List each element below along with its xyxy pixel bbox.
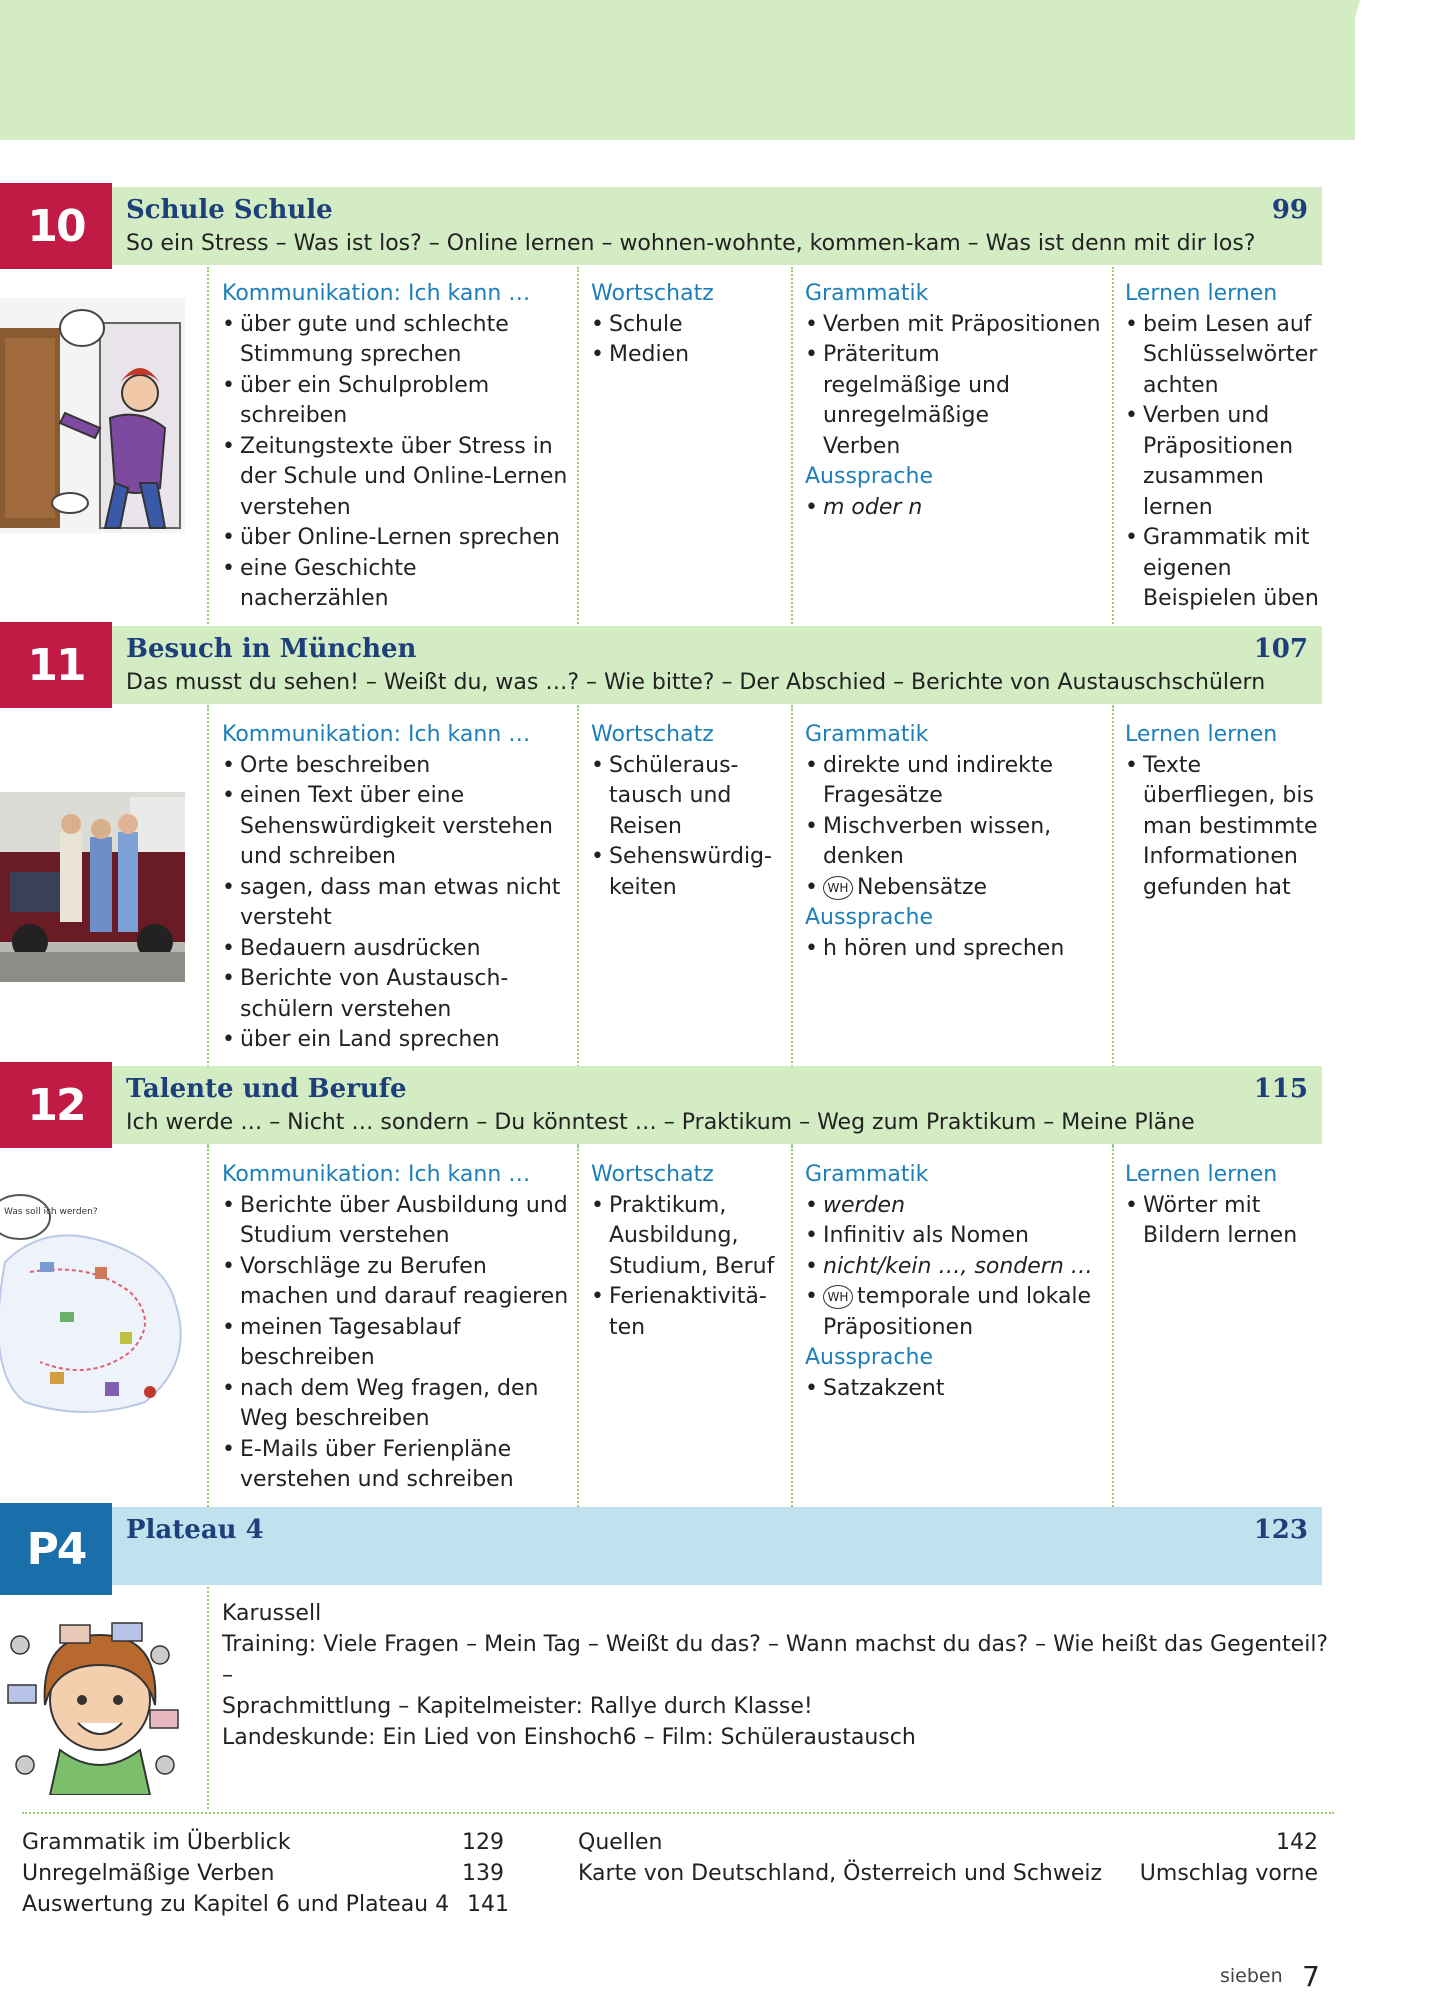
unit-page: 115 [1253, 1074, 1308, 1104]
aussprache-heading: Aussprache [805, 1345, 933, 1370]
index-entry [578, 1858, 1318, 1889]
index-entry-page: 129 [462, 1830, 504, 1855]
unit-page: 99 [1271, 195, 1308, 225]
list-item: • direkte und indirekte Fragesätze [805, 751, 1110, 812]
plateau-line: Karussell [222, 1601, 322, 1626]
list-item: • Orte beschreiben [222, 751, 572, 782]
list-item: • beim Lesen auf Schlüsselwörter achten [1125, 310, 1325, 402]
grammatik-column [805, 279, 1110, 523]
wortschatz-column [591, 279, 786, 371]
kommunikation-heading: Kommunikation: Ich kann … [222, 281, 531, 306]
column-divider [1112, 1146, 1114, 1566]
footer-left-index [22, 1827, 509, 1920]
lernen-column [1125, 1160, 1325, 1252]
wortschatz-column [591, 1160, 786, 1343]
plateau-number: P4 [0, 1503, 112, 1595]
index-entry-label: Auswertung zu Kapitel 6 und Plateau 4 [22, 1892, 450, 1917]
index-entry-page: 139 [462, 1861, 504, 1886]
unit-header [112, 626, 1322, 704]
list-item: • Schüleraus-tausch und Reisen [591, 751, 759, 843]
grammatik-heading: Grammatik [805, 722, 929, 747]
column-divider [577, 1146, 579, 1566]
wiederholung-badge-icon: WH [823, 1285, 853, 1309]
list-item: • Verben mit Präpositionen [805, 310, 1110, 341]
list-item: • über ein Land sprechen [222, 1025, 572, 1056]
lernen-heading: Lernen lernen [1125, 722, 1278, 747]
list-item: • Vorschläge zu Berufen machen und darauf reagieren [222, 1252, 582, 1313]
list-item: • Ferienaktivitä-ten [591, 1282, 789, 1343]
index-entry-page: Umschlag vorne [1139, 1861, 1318, 1886]
unit-title: Talente und Berufe [126, 1074, 407, 1104]
list-item: • Präteritum regelmäßige und unregelmäßige Verben [805, 340, 1043, 462]
page-number-word: sieben [1220, 1965, 1283, 1987]
wortschatz-heading: Wortschatz [591, 722, 714, 747]
grammatik-column [805, 720, 1110, 964]
list-item: • nicht/kein …, sondern … [805, 1252, 1110, 1283]
unit-number: 12 [0, 1062, 112, 1148]
girl-coins-illustration [0, 1615, 185, 1795]
list-item: • eine Geschichte nacherzählen [222, 554, 572, 615]
list-item: • Medien [591, 340, 786, 371]
list-item: • sagen, dass man etwas nicht versteht [222, 873, 572, 934]
grammatik-column [805, 1160, 1110, 1404]
index-entry-label: Unregelmäßige Verben [22, 1861, 275, 1886]
list-item: • Wörter mit Bildern lernen [1125, 1191, 1318, 1252]
wortschatz-column [591, 720, 786, 903]
unit-subtitle: Ich werde … – Nicht … sondern – Du könntest … – Praktikum – Weg zum Praktikum – Meine Pläne [126, 1110, 1195, 1135]
speech-bubble-text: Was soll ich werden? [4, 1207, 98, 1217]
index-entry [22, 1827, 502, 1858]
unit-header [112, 1066, 1322, 1144]
plateau-header [112, 1507, 1322, 1585]
kommunikation-column [222, 720, 572, 1056]
column-divider [207, 1146, 209, 1566]
aussprache-heading: Aussprache [805, 464, 933, 489]
list-item: • m oder n [805, 493, 1110, 524]
list-item: • Satzakzent [805, 1374, 1110, 1405]
lernen-heading: Lernen lernen [1125, 281, 1278, 306]
list-item: • nach dem Weg fragen, den Weg beschreiben [222, 1374, 582, 1435]
list-item: • einen Text über eine Sehenswürdigkeit verstehen und schreiben [222, 781, 572, 873]
list-item: • Berichte über Ausbildung und Studium verstehen [222, 1191, 582, 1252]
list-item: • E-Mails über Ferienpläne verstehen und schreiben [222, 1435, 560, 1496]
list-item: • Verben und Präpositionen zusammen lernen [1125, 401, 1293, 523]
index-entry [22, 1889, 509, 1920]
column-divider [791, 1146, 793, 1566]
kommunikation-heading: Kommunikation: Ich kann … [222, 722, 531, 747]
kommunikation-column [222, 1160, 582, 1496]
list-item [805, 873, 1110, 904]
index-entry-label: Grammatik im Überblick [22, 1830, 291, 1855]
plateau-content [222, 1598, 1332, 1753]
footer-right-index [578, 1827, 1318, 1889]
unit-title: Schule Schule [126, 195, 333, 225]
list-item: • Schule [591, 310, 786, 341]
list-item: • über Online-Lernen sprechen [222, 523, 572, 554]
list-item: • Texte überfliegen, bis man bestimmte Informationen gefunden hat [1125, 751, 1318, 904]
grammatik-heading: Grammatik [805, 1162, 929, 1187]
kommunikation-column [222, 279, 572, 615]
index-entry [578, 1827, 1318, 1858]
list-item: • Praktikum, Ausbildung, Studium, Beruf [591, 1191, 799, 1283]
list-item: • Bedauern ausdrücken [222, 934, 572, 965]
plateau-line: Landeskunde: Ein Lied von Einshoch6 – Film: Schüleraustausch [222, 1725, 916, 1750]
grammatik-heading: Grammatik [805, 281, 929, 306]
list-item: • Berichte von Austausch-schülern verstehen [222, 964, 530, 1025]
index-entry-label: Quellen [578, 1830, 663, 1855]
unit-subtitle: Das musst du sehen! – Weißt du, was …? – Wie bitte? – Der Abschied – Berichte von Austauschschülern [126, 670, 1266, 695]
index-entry-page: 142 [1276, 1830, 1318, 1855]
unit-number: 10 [0, 183, 112, 269]
unit-subtitle: So ein Stress – Was ist los? – Online lernen – wohnen-wohnte, kommen-kam – Was ist denn mit dir los? [126, 231, 1256, 256]
list-item-text: temporale und lokale Präpositionen [823, 1284, 1092, 1340]
list-item: • werden [805, 1191, 1110, 1222]
index-entry-page: 141 [467, 1892, 509, 1917]
list-item [805, 1282, 1110, 1343]
girl-door-illustration [0, 298, 185, 533]
index-entry-label: Karte von Deutschland, Österreich und Schweiz [578, 1861, 1103, 1886]
top-band-edge [1320, 0, 1360, 140]
list-item: • Mischverben wissen, denken [805, 812, 1073, 873]
list-item-text: Nebensätze [857, 874, 988, 900]
list-item: • über ein Schulproblem schreiben [222, 371, 572, 432]
plateau-line: Training: Viele Fragen – Mein Tag – Weißt du das? – Wann machst du das? – Wie heißt das Gegenteil? – [222, 1632, 1329, 1688]
unit-title: Besuch in München [126, 634, 417, 664]
footer-divider [22, 1812, 1334, 1814]
list-item: • meinen Tagesablauf beschreiben [222, 1313, 540, 1374]
unit-number: 11 [0, 622, 112, 708]
career-path-map-illustration [0, 1192, 185, 1432]
students-car-photo [0, 792, 185, 982]
lernen-column [1125, 720, 1325, 903]
unit-page: 107 [1253, 634, 1308, 664]
page-number: 7 [1302, 1960, 1320, 1993]
column-divider [207, 1587, 209, 1809]
wortschatz-heading: Wortschatz [591, 1162, 714, 1187]
aussprache-heading: Aussprache [805, 905, 933, 930]
list-item: • Grammatik mit eigenen Beispielen üben [1125, 523, 1323, 615]
list-item: • Sehenswürdig-keiten [591, 842, 779, 903]
lernen-column [1125, 279, 1325, 615]
list-item: • Zeitungstexte über Stress in der Schule und Online-Lernen verstehen [222, 432, 572, 524]
unit-header [112, 187, 1322, 265]
wortschatz-heading: Wortschatz [591, 281, 714, 306]
list-item: • h hören und sprechen [805, 934, 1110, 965]
wiederholung-badge-icon: WH [823, 876, 853, 900]
kommunikation-heading: Kommunikation: Ich kann … [222, 1162, 531, 1187]
list-item: • Infinitiv als Nomen [805, 1221, 1110, 1252]
lernen-heading: Lernen lernen [1125, 1162, 1278, 1187]
index-entry [22, 1858, 502, 1889]
plateau-line: Sprachmittlung – Kapitelmeister: Rallye durch Klasse! [222, 1694, 813, 1719]
plateau-title: Plateau 4 [126, 1515, 264, 1545]
list-item: • über gute und schlechte Stimmung sprechen [222, 310, 572, 371]
plateau-page: 123 [1253, 1515, 1308, 1545]
top-color-band [0, 0, 1355, 140]
